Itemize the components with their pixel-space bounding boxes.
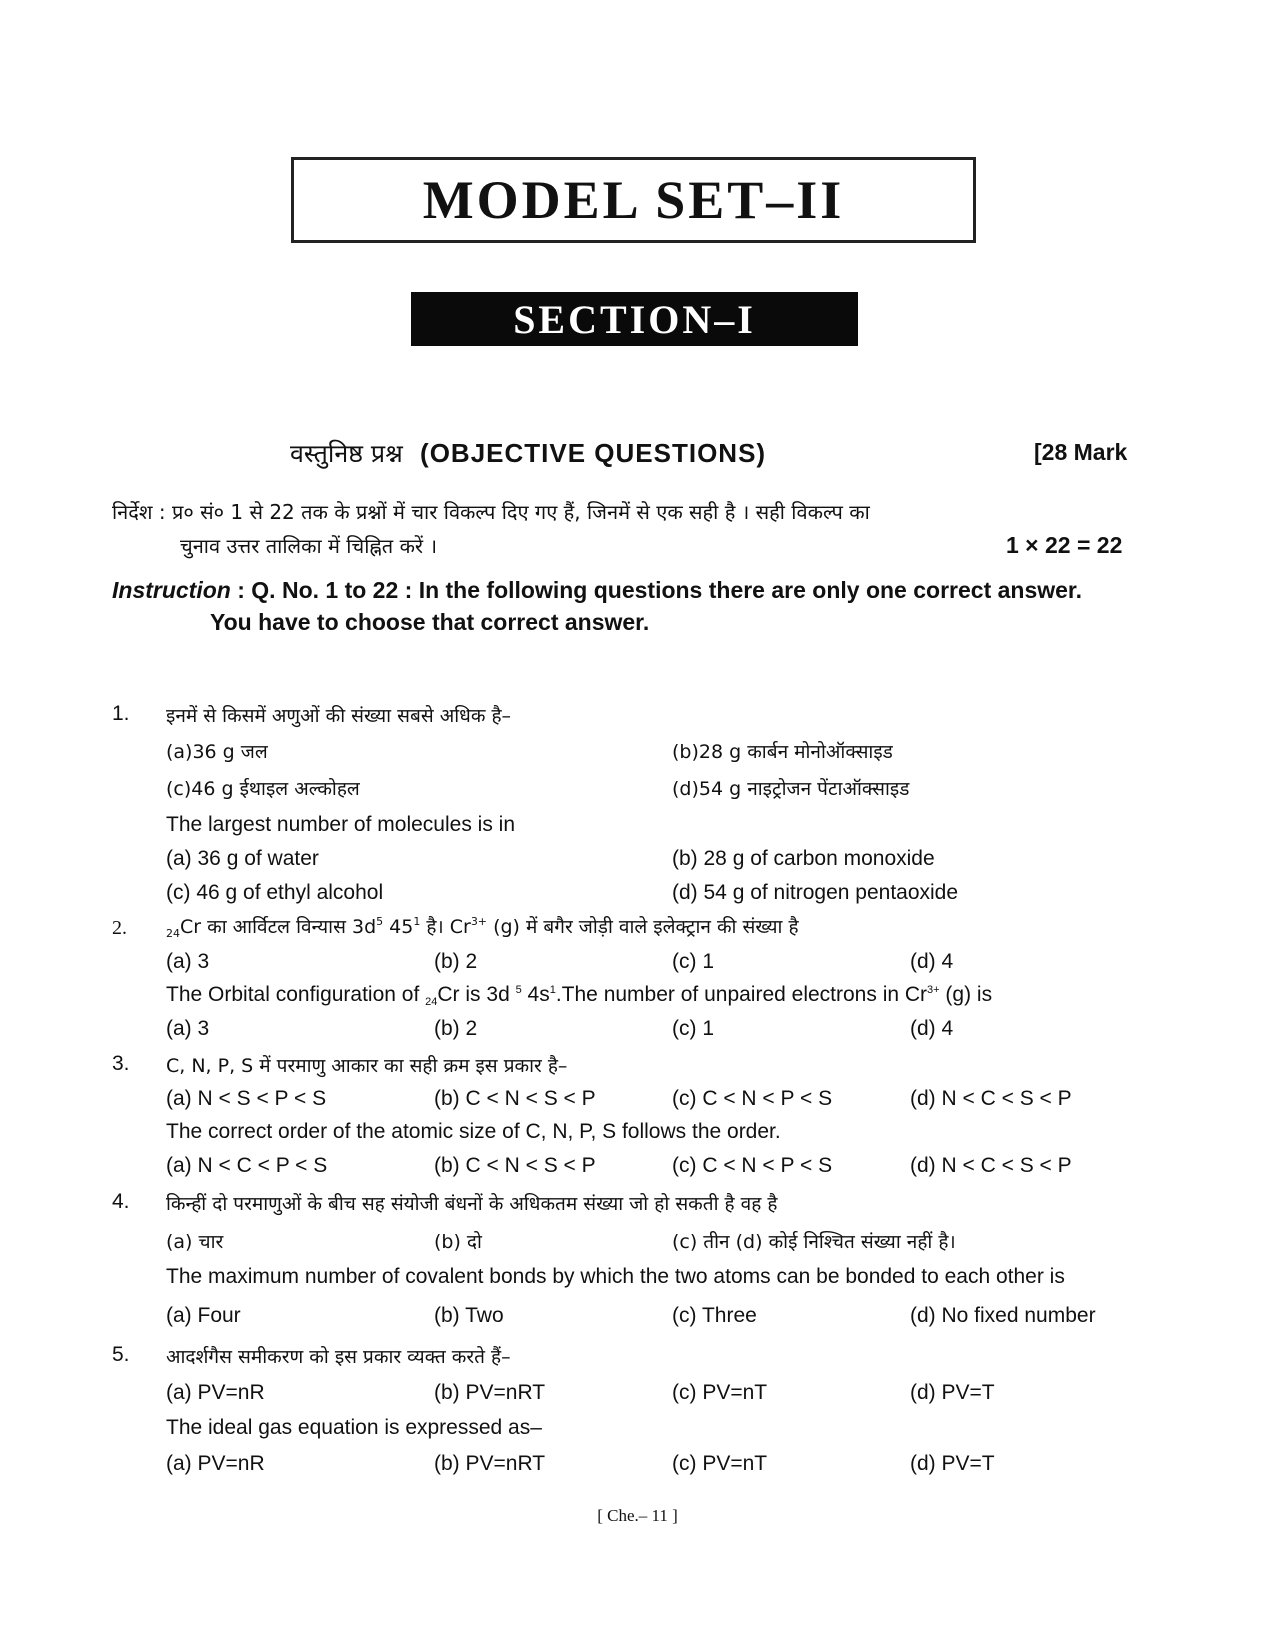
question-hindi: C, N, P, S में परमाणु आकार का सही क्रम इस प्रकार है–	[166, 1055, 568, 1077]
option-english: (b) Two	[434, 1304, 504, 1327]
heading-english: (OBJECTIVE QUESTIONS)	[420, 438, 767, 468]
option-english: (d) 54 g of nitrogen pentaoxide	[672, 881, 959, 904]
option-english: (a) PV=nR	[166, 1452, 265, 1475]
option-english: (c) Three	[672, 1304, 757, 1327]
option-english: (d) N < C < S < P	[910, 1154, 1072, 1177]
option-english: (a) 36 g of water	[166, 847, 319, 870]
instruction-line-1	[112, 577, 1082, 604]
option: (c) C < N < P < S	[672, 1087, 833, 1110]
superscript: 5	[515, 984, 522, 996]
question-hindi	[166, 913, 799, 940]
atomic-number: 24	[425, 996, 438, 1008]
superscript: 3+	[470, 915, 488, 928]
option-english: (c) 1	[672, 1017, 714, 1040]
option-english: (a) Four	[166, 1304, 241, 1327]
option-hindi: (d)54 g नाइट्रोजन पेंटाऑक्साइड	[672, 778, 910, 800]
superscript: 5	[376, 915, 384, 928]
question-number: 1.	[112, 702, 130, 725]
superscript: 3+	[927, 984, 940, 996]
question-english: The largest number of molecules is in	[166, 813, 515, 836]
objective-heading	[290, 436, 766, 470]
text-run: (g) में बगैर जोड़ी वाले इलेक्ट्रान की संख्या है	[487, 916, 799, 938]
option-english: (b) C < N < S < P	[434, 1154, 596, 1177]
instruction-text-1: : Q. No. 1 to 22 : In the following questions there are only one correct answer.	[230, 577, 1083, 603]
question-hindi: इनमें से किसमें अणुओं की संख्या सबसे अधिक है–	[166, 705, 512, 727]
total-marks: [28 Mark	[1034, 439, 1128, 465]
question-number: 2.	[112, 917, 127, 939]
option-english: (c) PV=nT	[672, 1452, 768, 1475]
marks-formula: 1 × 22 = 22	[1006, 532, 1123, 558]
question-number: 4.	[112, 1190, 130, 1213]
option-english: (b) 2	[434, 1017, 478, 1040]
question-number: 5.	[112, 1343, 130, 1366]
option-english: (a) 3	[166, 1017, 210, 1040]
atomic-number: 24	[166, 927, 180, 940]
text-run: Cr is 3d	[437, 983, 516, 1006]
option-english: (d) 4	[910, 1017, 954, 1040]
option: (a) PV=nR	[166, 1381, 265, 1404]
section-title: SECTION–I	[513, 296, 756, 342]
option-hindi: (a) चार	[166, 1231, 224, 1253]
option-hindi: (c) तीन (d) कोई निश्चित संख्या नहीं है।	[672, 1231, 956, 1253]
page-title: MODEL SET–II	[422, 170, 845, 230]
question-hindi: आदर्शगैस समीकरण को इस प्रकार व्यक्त करते हैं–	[166, 1346, 511, 1368]
option: (b) PV=nRT	[434, 1381, 546, 1404]
text-run: है। Cr	[420, 916, 471, 938]
option: (b) C < N < S < P	[434, 1087, 596, 1110]
option-english: (c) C < N < P < S	[672, 1154, 833, 1177]
text-run: (g) is	[939, 983, 993, 1006]
direction-line-1: निर्देश : प्र० सं० 1 से 22 तक के प्रश्नों में चार विकल्प दिए गए हैं, जिनमें से एक सही है । सही विकल्प का	[112, 500, 870, 524]
option-hindi: (b) दो	[434, 1231, 482, 1253]
question-number: 3.	[112, 1052, 130, 1075]
text-run: 45	[383, 916, 414, 938]
question-english	[166, 983, 992, 1008]
option: (c) 1	[672, 950, 714, 973]
option-english: (b) 28 g of carbon monoxide	[672, 847, 935, 870]
option: (c) PV=nT	[672, 1381, 768, 1404]
question-english: The maximum number of covalent bonds by which the two atoms can be bonded to each other is	[166, 1265, 1065, 1288]
direction-line-2: चुनाव उत्तर तालिका में चिह्नित करें ।	[180, 534, 438, 558]
superscript: 1	[413, 915, 421, 928]
option-hindi: (c)46 g ईथाइल अल्कोहल	[166, 778, 360, 800]
text-run: Cr का आर्विटल विन्यास 3d	[180, 916, 377, 938]
option: (d) PV=T	[910, 1381, 995, 1404]
text-run: .The number of unpaired electrons in Cr	[555, 983, 928, 1006]
option-english: (d) No fixed number	[910, 1304, 1096, 1327]
page-footer: [ Che.– 11 ]	[597, 1506, 678, 1525]
option: (b) 2	[434, 950, 478, 973]
option: (d) 4	[910, 950, 954, 973]
option: (a) N < S < P < S	[166, 1087, 327, 1110]
option-english: (b) PV=nRT	[434, 1452, 546, 1475]
option: (a) 3	[166, 950, 210, 973]
heading-hindi: वस्तुनिष्ठ प्रश्न	[290, 439, 403, 468]
question-hindi: किन्हीं दो परमाणुओं के बीच सह संयोजी बंधनों के अधिकतम संख्या जो हो सकती है वह है	[166, 1193, 778, 1215]
instruction-line-2: You have to choose that correct answer.	[210, 609, 650, 635]
option-english: (c) 46 g of ethyl alcohol	[166, 881, 384, 904]
instruction-label: Instruction	[112, 577, 231, 603]
superscript: 1	[549, 984, 556, 996]
text-run: 4s	[521, 983, 550, 1006]
option-hindi: (a)36 g जल	[166, 741, 268, 763]
question-english: The correct order of the atomic size of C, N, P, S follows the order.	[166, 1120, 781, 1143]
option-english: (d) PV=T	[910, 1452, 995, 1475]
title-box	[291, 157, 976, 243]
text-run: The Orbital configuration of	[166, 983, 426, 1006]
section-banner	[411, 292, 858, 346]
option-hindi: (b)28 g कार्बन मोनोऑक्साइड	[672, 741, 893, 763]
option: (d) N < C < S < P	[910, 1087, 1072, 1110]
option-english: (a) N < C < P < S	[166, 1154, 328, 1177]
question-english: The ideal gas equation is expressed as–	[166, 1416, 542, 1439]
